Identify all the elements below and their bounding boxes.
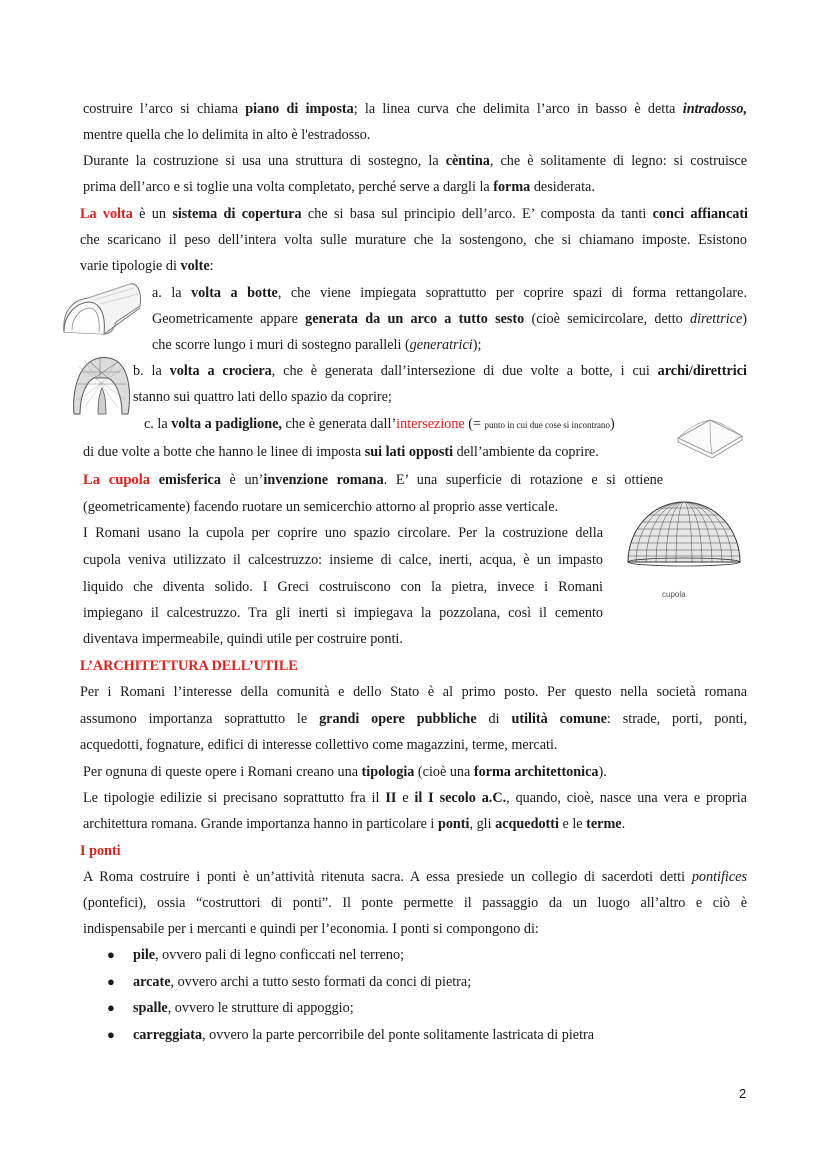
text-run: indispensabile per i mercanti e quindi per l’economia. I ponti si compongono di: [83,921,539,937]
text-run: pontifices [691,869,747,885]
text-line [83,443,599,461]
text-run: carreggiata [133,1027,203,1043]
text-line [133,362,747,380]
text-run: ) [610,416,615,432]
text-run: volta a crociera [169,363,272,379]
text-run: Durante la costruzione si usa una struttura di sostegno, la [83,153,446,169]
text-run: è un [132,206,173,222]
text-run: ) [742,311,747,327]
text-run: arcate [133,974,171,990]
text-line [80,710,747,728]
text-run: cèntina [445,153,490,169]
text-run: (geometricamente) facendo ruotare un semicerchio attorno al proprio asse verticale. [83,499,559,515]
text-run: volta a padiglione, [171,416,282,432]
text-run: spalle [133,1000,168,1016]
text-run: utilità comune [511,711,607,727]
text-run: desiderata. [530,179,595,195]
text-run: cupola veniva utilizzato il calcestruzzo: insieme di calce, inerti, acqua, è un impasto [83,552,603,568]
text-run: sui lati opposti [364,444,454,460]
text-line [83,178,595,196]
text-run: grandi opere pubbliche [319,711,477,727]
page-number: 2 [739,1086,747,1101]
text-line [83,498,558,516]
text-run: (= [464,416,485,432]
text-run: , che è solitamente di legno: si costruisce [489,153,747,169]
text-run: ); [472,337,482,353]
section-heading [80,842,121,860]
list-item [133,946,404,964]
text-run: , che è generata dall’intersezione di due volte a botte, i cui [271,363,658,379]
text-run: acquedotti [495,816,559,832]
text-run: La volta [80,206,133,222]
text-run: tipologia [361,764,415,780]
text-line [133,388,392,406]
text-run: ; la linea curva che delimita l’arco in basso è detta [353,101,683,117]
text-line [80,683,747,701]
text-run: intersezione [396,416,465,432]
text-run: liquido che diventa solido. I Greci costruiscono con la pietra, invece i Romani [83,579,603,595]
list-item [133,999,354,1017]
text-run: diventava impermeabile, quindi utile per costruire ponti. [83,631,403,647]
text-line [83,920,539,938]
text-run: piano di imposta [245,101,354,117]
text-run: . [621,816,626,832]
text-run: b. la [133,363,170,379]
text-line [152,284,747,302]
list-item [133,1026,594,1044]
text-run: che scorre lungo i muri di sostegno paralleli ( [152,337,410,353]
barrel-vault-icon [58,278,144,340]
text-line [80,257,214,275]
text-run: acquedotti, fognature, edifici di interesse collettivo come magazzini, terme, mercati. [80,737,558,753]
text-run: di due volte a botte che hanno le linee di imposta [83,444,365,460]
text-run: emisferica [150,472,221,488]
bullet: ● [107,974,115,989]
text-line [83,868,747,886]
text-run: : [209,258,214,274]
text-line [83,630,403,648]
text-run: , ovvero archi a tutto sesto formati da conci di pietra; [170,974,472,990]
text-run: ponti [437,816,470,832]
text-run: direttrice [689,311,743,327]
text-run: La cupola [83,472,151,488]
text-run: il I secolo a.C. [414,790,507,806]
text-run: sistema di copertura [172,206,302,222]
text-run: volta a botte [191,285,278,301]
text-run: terme [586,816,622,832]
text-run: , ovvero le strutture di appoggio; [167,1000,354,1016]
text-line [80,205,748,223]
text-line [83,763,607,781]
text-run: impiegano il calcestruzzo. Tra gli inerti si impiegava la pozzolana, così il cemento [83,605,603,621]
text-line [83,815,625,833]
text-run: (pontefici), ossia “costruttori di ponti”. Il ponte permette il passaggio da un luogo all’altro e ciò è [83,895,747,911]
text-run: pile [133,947,156,963]
text-run: e le [558,816,587,832]
bullet: ● [107,1027,115,1042]
bullet: ● [107,947,115,962]
text-run: forma architettonica [473,764,599,780]
text-run: A Roma costruire i ponti è un’attività ritenuta sacra. A essa presiede un collegio di sacerdoti detti [83,869,692,885]
text-run: volte [180,258,210,274]
text-run: , gli [469,816,496,832]
dome-icon [624,498,744,568]
text-line [83,152,747,170]
text-run: Le tipologie edilizie si precisano soprattutto fra il [83,790,386,806]
text-run: è un’ [220,472,264,488]
text-line [83,524,603,542]
text-line [83,126,370,144]
text-run: II [385,790,397,806]
text-line [83,894,747,912]
text-run: Geometricamente appare [152,311,306,327]
text-run: prima dell’arco e si toglie una volta completato, perché serve a dargli la [83,179,494,195]
cross-vault-icon [70,352,132,420]
text-run: , ovvero la parte percorribile del ponte solitamente lastricata di pietra [202,1027,595,1043]
text-run: architettura romana. Grande importanza hanno in particolare i [83,816,438,832]
text-run: che si basa sul principio dell’arco. E’ composta da tanti [301,206,653,222]
text-run: mentre quella che lo delimita in alto è l'estradosso. [83,127,371,143]
text-run: (cioè una [414,764,474,780]
text-line [83,604,603,622]
text-run: I Romani usano la cupola per coprire uno spazio circolare. Per la costruzione della [83,525,603,541]
text-run: : strade, porti, ponti, [606,711,748,727]
text-run: c. la [144,416,172,432]
text-run: (cioè semicircolare, detto [524,311,690,327]
text-run: ). [598,764,607,780]
text-run: L’ARCHITETTURA DELL’UTILE [80,658,298,674]
text-run: che scaricano il peso dell’intera volta sulle murature che la sostengono, che si chiamano imposte. Esistono [80,232,747,248]
list-item [133,973,471,991]
text-run: I ponti [80,843,121,859]
text-line [83,551,603,569]
section-heading [80,657,298,675]
text-run: conci affiancati [652,206,748,222]
text-run: generatrici [409,337,473,353]
figure-caption: cupola [662,590,686,599]
text-run: varie tipologie di [80,258,181,274]
text-run: forma [493,179,531,195]
text-run: stanno sui quattro lati dello spazio da coprire; [133,389,392,405]
text-run: intradosso, [682,101,748,117]
text-run: generata da un arco a tutto sesto [305,311,525,327]
text-line [152,336,481,354]
text-run: e [396,790,415,806]
text-run: , ovvero pali di legno conficcati nel terreno; [155,947,405,963]
text-run: invenzione romana [263,472,384,488]
text-line [83,471,663,489]
text-run: che è generata dall’ [281,416,397,432]
text-run: . E’ una superficie di rotazione e si ottiene [383,472,664,488]
text-line [83,578,603,596]
text-run: a. la [152,285,192,301]
bullet: ● [107,1000,115,1015]
text-line [80,736,557,754]
text-run: , che viene impiegata soprattutto per coprire spazi di forma rettangolare. [277,285,747,301]
text-run: assumono importanza soprattutto le [80,711,320,727]
text-run: di [476,711,512,727]
text-line [80,231,747,249]
text-run: costruire l’arco si chiama [83,101,246,117]
text-run: dell’ambiente da coprire. [453,444,599,460]
cloister-vault-icon [674,414,746,458]
text-run: archi/direttrici [657,363,747,379]
text-line [83,789,747,807]
text-run: punto in cui due cose si incontrano [484,420,611,430]
text-line [152,310,747,328]
text-line [144,415,615,434]
text-run: Per i Romani l’interesse della comunità e dello Stato è al primo posto. Per questo nella società romana [80,684,747,700]
text-run: , quando, cioè, nasce una vera e propria [506,790,747,806]
text-line [83,100,747,118]
text-run: Per ognuna di queste opere i Romani creano una [83,764,362,780]
